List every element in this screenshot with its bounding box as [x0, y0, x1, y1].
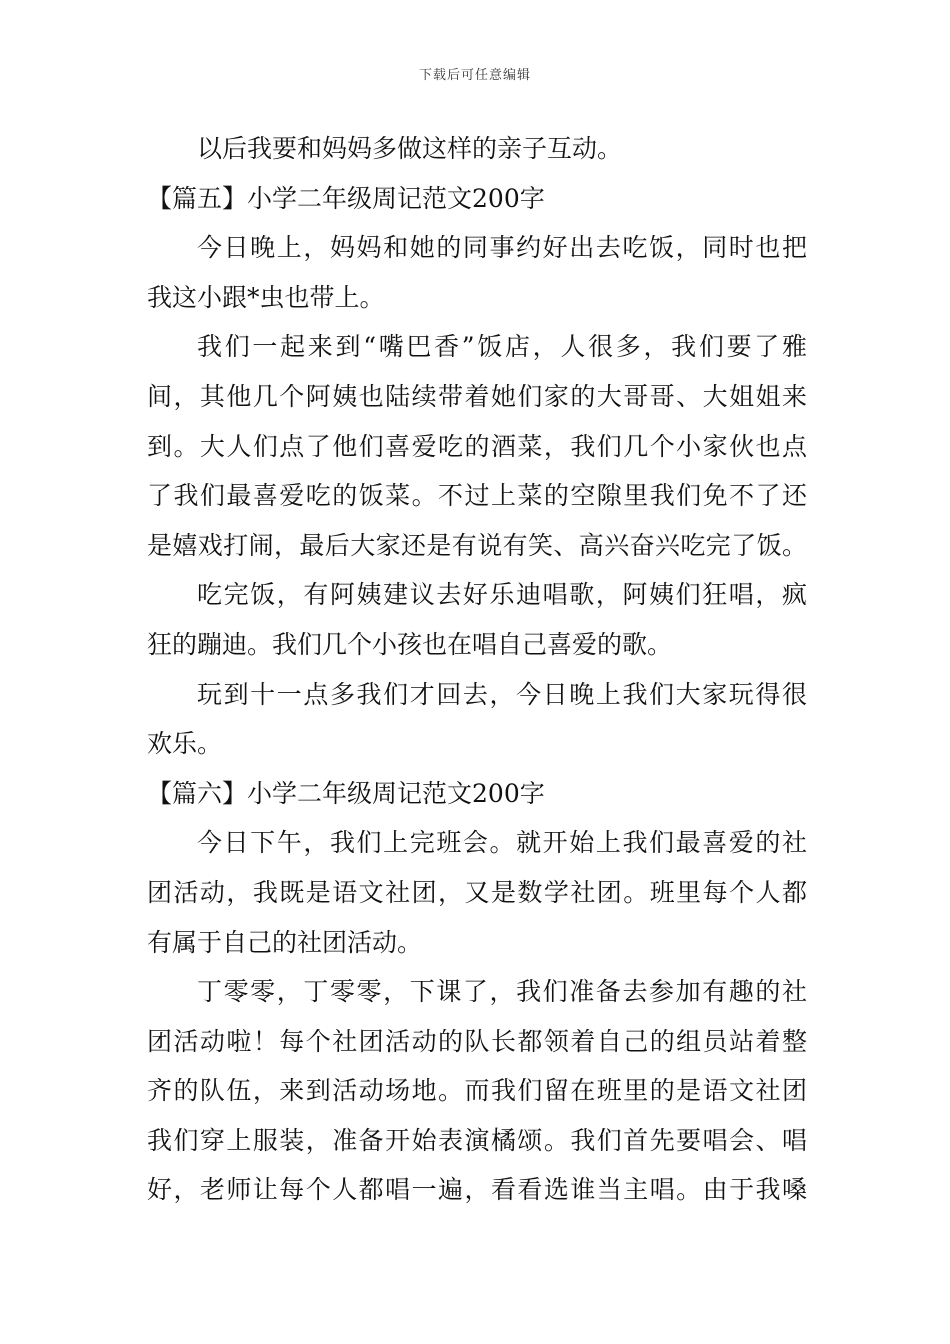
text-line: 欢乐。 — [147, 729, 223, 759]
text-line: 吃完饭，有阿姨建议去好乐迪唱歌，阿姨们狂唱，疯 — [197, 580, 807, 610]
text-line: 我这小跟*虫也带上。 — [147, 282, 385, 312]
text-line: 团活动，我既是语文社团，又是数学社团。班里每个人都 — [147, 877, 807, 907]
text-line: 团活动啦！每个社团活动的队长都领着自己的组员站着整 — [147, 1026, 807, 1056]
text-line: 了我们最喜爱吃的饭菜。不过上菜的空隙里我们免不了还 — [147, 481, 807, 511]
text-line: 我们穿上服装，准备开始表演橘颂。我们首先要唱会、唱 — [147, 1125, 807, 1155]
section-heading: 【篇五】小学二年级周记范文200字 — [147, 183, 545, 213]
text-line: 有属于自己的社团活动。 — [147, 927, 423, 957]
text-line: 以后我要和妈妈多做这样的亲子互动。 — [197, 134, 623, 163]
text-line: 狂的蹦迪。我们几个小孩也在唱自己喜爱的歌。 — [147, 629, 673, 659]
text-line: 齐的队伍，来到活动场地。而我们留在班里的是语文社团 — [147, 1076, 807, 1106]
page-header-note: 下载后可任意编辑 — [418, 68, 531, 83]
text-line: 好，老师让每个人都唱一遍，看看选谁当主唱。由于我嗓 — [147, 1175, 807, 1205]
text-line: 丁零零，丁零零，下课了，我们准备去参加有趣的社 — [197, 977, 807, 1007]
text-line: 今日下午，我们上完班会。就开始上我们最喜爱的社 — [197, 828, 807, 858]
text-line: 玩到十一点多我们才回去，今日晚上我们大家玩得很 — [197, 679, 807, 709]
text-line: 是嬉戏打闹，最后大家还是有说有笑、高兴奋兴吃完了饭。 — [147, 530, 807, 560]
text-line: 间，其他几个阿姨也陆续带着她们家的大哥哥、大姐姐来 — [147, 381, 807, 411]
text-line: 我们一起来到“嘴巴香”饭店，人很多，我们要了雅 — [197, 332, 807, 362]
text-line: 到。大人们点了他们喜爱吃的酒菜，我们几个小家伙也点 — [147, 431, 807, 461]
document-body — [147, 124, 807, 1215]
section-heading: 【篇六】小学二年级周记范文200字 — [147, 778, 545, 808]
text-line: 今日晚上，妈妈和她的同事约好出去吃饭，同时也把 — [197, 233, 807, 263]
